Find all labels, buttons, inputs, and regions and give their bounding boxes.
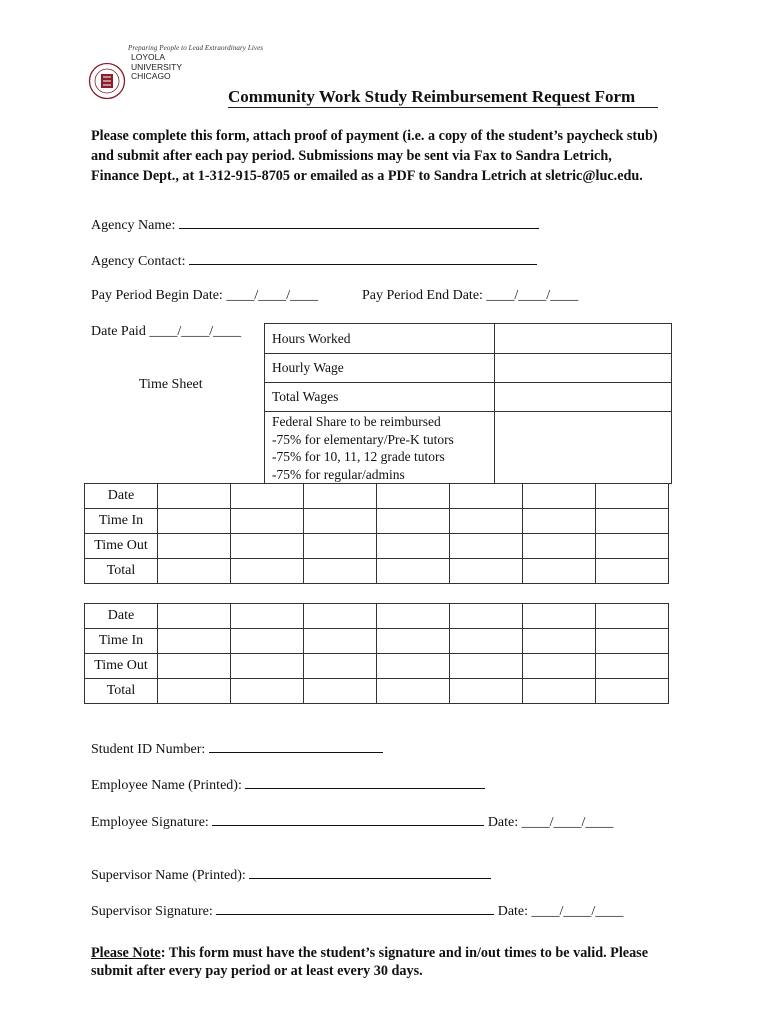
- university-line-3: CHICAGO: [131, 71, 171, 81]
- time-cell[interactable]: [596, 534, 669, 559]
- supervisor-signature-field[interactable]: [216, 902, 494, 915]
- wages-table: [264, 323, 672, 484]
- form-title: Community Work Study Reimbursement Request Form: [228, 87, 636, 106]
- time-cell[interactable]: [450, 654, 523, 679]
- time-cell[interactable]: [304, 654, 377, 679]
- time-sheet-label: Time Sheet: [139, 377, 203, 392]
- pay-begin-label: Pay Period Begin Date:: [91, 288, 223, 303]
- time-cell[interactable]: [523, 654, 596, 679]
- employee-signature-row: [91, 813, 613, 831]
- note-text: : This form must have the student’s signature and in/out times to be valid. Please submit after every pay period or at least every 30 days.: [91, 945, 648, 979]
- time-cell[interactable]: [304, 484, 377, 509]
- table-row: [265, 412, 672, 484]
- time-cell[interactable]: [450, 559, 523, 584]
- pay-begin-row: [91, 288, 318, 304]
- time-cell[interactable]: [158, 679, 231, 704]
- date-paid-row: [91, 324, 241, 340]
- time-cell[interactable]: [231, 654, 304, 679]
- employee-name-field[interactable]: [245, 776, 485, 789]
- table-row: [85, 534, 669, 559]
- university-seal-icon: [88, 62, 126, 100]
- pay-end-row: [362, 288, 578, 304]
- date-paid-label: Date Paid: [91, 324, 146, 339]
- time-cell[interactable]: [450, 509, 523, 534]
- time-cell[interactable]: [231, 534, 304, 559]
- time-cell[interactable]: [596, 509, 669, 534]
- hourly-wage-input[interactable]: [495, 354, 672, 383]
- supervisor-date-label: Date:: [497, 904, 529, 919]
- table-row: [85, 629, 669, 654]
- time-cell[interactable]: [523, 534, 596, 559]
- title-divider: [228, 107, 658, 108]
- time-cell[interactable]: [158, 534, 231, 559]
- table-row: [265, 383, 672, 412]
- supervisor-name-field[interactable]: [249, 866, 491, 879]
- total-wages-input[interactable]: [495, 383, 672, 412]
- agency-name-row: [91, 216, 539, 234]
- time-cell[interactable]: [304, 679, 377, 704]
- row-label-time-in: Time In: [85, 509, 158, 534]
- table-row: [85, 509, 669, 534]
- date-paid-field[interactable]: ____/____/____: [149, 324, 242, 339]
- time-cell[interactable]: [377, 534, 450, 559]
- hours-worked-label: Hours Worked: [265, 324, 495, 354]
- time-cell[interactable]: [158, 629, 231, 654]
- time-cell[interactable]: [377, 654, 450, 679]
- employee-date-label: Date:: [487, 815, 519, 830]
- time-cell[interactable]: [523, 509, 596, 534]
- agency-contact-field[interactable]: [189, 252, 537, 265]
- time-cell[interactable]: [304, 509, 377, 534]
- instructions-paragraph: Please complete this form, attach proof of payment (i.e. a copy of the student’s paycheck stub) and submit after each pay period. Submissions may be sent via Fax to Sandra Letrich, Finance Dept., at 1-312-915-8705 or emailed as a PDF to Sandra Letrich at sletric@luc.edu.: [91, 128, 658, 184]
- row-label-date: Date: [85, 484, 158, 509]
- agency-contact-row: [91, 252, 537, 270]
- hourly-wage-label: Hourly Wage: [265, 354, 495, 383]
- university-name: [131, 53, 182, 82]
- table-row: [85, 484, 669, 509]
- row-label-time-out: Time Out: [85, 534, 158, 559]
- time-cell[interactable]: [596, 679, 669, 704]
- table-row: [85, 679, 669, 704]
- row-label-time-out: Time Out: [85, 654, 158, 679]
- time-cell[interactable]: [231, 629, 304, 654]
- total-wages-label: Total Wages: [265, 383, 495, 412]
- time-cell[interactable]: [158, 604, 231, 629]
- time-sheet-table-2: [84, 603, 669, 704]
- student-id-label: Student ID Number:: [91, 742, 206, 757]
- time-cell[interactable]: [450, 534, 523, 559]
- time-cell[interactable]: [523, 604, 596, 629]
- agency-name-label: Agency Name:: [91, 218, 176, 233]
- time-cell[interactable]: [158, 484, 231, 509]
- time-cell[interactable]: [231, 484, 304, 509]
- hours-worked-input[interactable]: [495, 324, 672, 354]
- time-cell[interactable]: [377, 509, 450, 534]
- time-sheet-table-1: [84, 483, 669, 584]
- time-cell[interactable]: [158, 559, 231, 584]
- time-cell[interactable]: [450, 629, 523, 654]
- agency-name-field[interactable]: [179, 216, 539, 229]
- table-row: [265, 324, 672, 354]
- time-cell[interactable]: [523, 484, 596, 509]
- university-line-2: UNIVERSITY: [131, 61, 183, 72]
- time-cell[interactable]: [450, 604, 523, 629]
- table-row: [85, 654, 669, 679]
- logo-tagline: Preparing People to Lead Extraordinary Lives: [128, 44, 264, 52]
- employee-name-row: [91, 776, 485, 794]
- please-note: [91, 944, 691, 980]
- time-cell[interactable]: [523, 629, 596, 654]
- supervisor-name-label: Supervisor Name (Printed):: [91, 868, 246, 883]
- time-cell[interactable]: [158, 654, 231, 679]
- time-cell[interactable]: [596, 484, 669, 509]
- row-label-time-in: Time In: [85, 629, 158, 654]
- supervisor-name-row: [91, 866, 491, 884]
- time-cell[interactable]: [377, 604, 450, 629]
- supervisor-signature-label: Supervisor Signature:: [91, 904, 213, 919]
- time-cell[interactable]: [304, 534, 377, 559]
- supervisor-signature-row: [91, 902, 623, 920]
- time-cell[interactable]: [523, 559, 596, 584]
- table-row: [85, 559, 669, 584]
- federal-share-input[interactable]: [495, 412, 672, 484]
- time-cell[interactable]: [596, 604, 669, 629]
- note-label: Please Note: [91, 945, 161, 961]
- time-cell[interactable]: [231, 679, 304, 704]
- time-cell[interactable]: [377, 559, 450, 584]
- pay-end-label: Pay Period End Date:: [362, 288, 483, 303]
- time-cell[interactable]: [450, 484, 523, 509]
- time-cell[interactable]: [377, 484, 450, 509]
- employee-signature-label: Employee Signature:: [91, 815, 209, 830]
- agency-contact-label: Agency Contact:: [91, 254, 186, 269]
- employee-signature-field[interactable]: [212, 813, 484, 826]
- supervisor-date-field[interactable]: ____/____/____: [531, 904, 624, 919]
- table-row: [85, 604, 669, 629]
- federal-share-label: Federal Share to be reimbursed -75% for elementary/Pre-K tutors -75% for 10, 11, 12 grade tutors -75% for regular/admins: [265, 412, 495, 484]
- student-id-field[interactable]: [209, 740, 383, 753]
- row-label-total: Total: [85, 559, 158, 584]
- employee-date-field[interactable]: ____/____/____: [521, 815, 614, 830]
- table-row: [265, 354, 672, 383]
- time-cell[interactable]: [304, 559, 377, 584]
- time-cell[interactable]: [596, 559, 669, 584]
- pay-end-field[interactable]: ____/____/____: [486, 288, 579, 303]
- time-cell[interactable]: [377, 679, 450, 704]
- time-cell[interactable]: [231, 509, 304, 534]
- employee-name-label: Employee Name (Printed):: [91, 778, 242, 793]
- university-line-1: LOYOLA: [131, 52, 166, 62]
- row-label-date: Date: [85, 604, 158, 629]
- time-cell[interactable]: [523, 679, 596, 704]
- time-cell[interactable]: [231, 559, 304, 584]
- time-cell[interactable]: [158, 509, 231, 534]
- row-label-total: Total: [85, 679, 158, 704]
- time-cell[interactable]: [304, 604, 377, 629]
- time-cell[interactable]: [596, 654, 669, 679]
- time-cell[interactable]: [377, 629, 450, 654]
- time-cell[interactable]: [596, 629, 669, 654]
- time-cell[interactable]: [304, 629, 377, 654]
- time-cell[interactable]: [450, 679, 523, 704]
- pay-begin-field[interactable]: ____/____/____: [226, 288, 319, 303]
- time-cell[interactable]: [231, 604, 304, 629]
- student-id-row: [91, 740, 383, 758]
